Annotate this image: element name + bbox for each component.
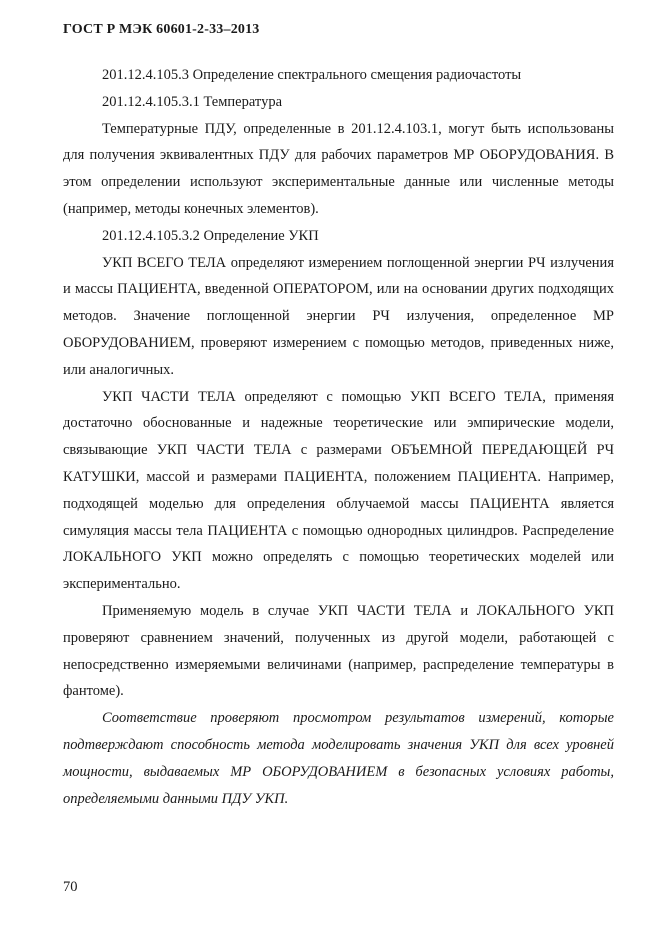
paragraph: УКП ЧАСТИ ТЕЛА определяют с помощью УКП ВСЕГО ТЕЛА, применяя достаточно обоснованные и надежные теоретические или эмпирические модели, связывающие УКП ЧАСТИ ТЕЛА с размерами ОБЪЕМНОЙ ПЕРЕДАЮЩЕЙ РЧ КАТУШКИ, массой и размерами ПАЦИЕНТА, положением ПАЦИЕНТА. Например, подходящей моделью для определения облучаемой массы ПАЦИЕНТА является симуляция массы тела ПАЦИЕНТА с помощью однородных цилиндров. Распределение ЛОКАЛЬНОГО УКП можно определять с помощью теоретических моделей или экспериментально.: [63, 388, 614, 593]
subsection-heading: 201.12.4.105.3.2 Определение УКП: [102, 227, 319, 244]
page-number: 70: [63, 879, 78, 895]
compliance-note: Соответствие проверяют просмотром результатов измерений, которые подтверждают способность метода моделировать значения УКП для всех уровней мощности, выдаваемых МР ОБОРУДОВАНИЕМ в безопасных условиях работы, определяемыми данными ПДУ УКП.: [63, 710, 614, 807]
paragraph: Температурные ПДУ, определенные в 201.12.4.103.1, могут быть использованы для получения эквивалентных ПДУ для рабочих параметров МР ОБОРУДОВАНИЯ. В этом определении используют экспериментальные данные или численные методы (например, методы конечных элементов).: [63, 120, 614, 217]
paragraph: УКП ВСЕГО ТЕЛА определяют измерением поглощенной энергии РЧ излучения и массы ПАЦИЕНТА, введенной ОПЕРАТОРОМ, или на основании других подходящих методов. Значение поглощенной энергии РЧ излучения, определенное МР ОБОРУДОВАНИЕМ, проверяют измерением с помощью методов, приведенных ниже, или аналогичных.: [63, 254, 614, 378]
document-body: [63, 62, 614, 812]
document-header: ГОСТ Р МЭК 60601-2-33–2013: [63, 22, 260, 37]
paragraph: Применяемую модель в случае УКП ЧАСТИ ТЕЛА и ЛОКАЛЬНОГО УКП проверяют сравнением значений, полученных из другой модели, работающей с непосредственно измеряемыми величинами (например, распределение температуры в фантоме).: [63, 602, 614, 700]
section-heading: 201.12.4.105.3 Определение спектрального смещения радиочастоты: [102, 67, 522, 83]
subsection-heading: 201.12.4.105.3.1 Температура: [102, 93, 283, 110]
